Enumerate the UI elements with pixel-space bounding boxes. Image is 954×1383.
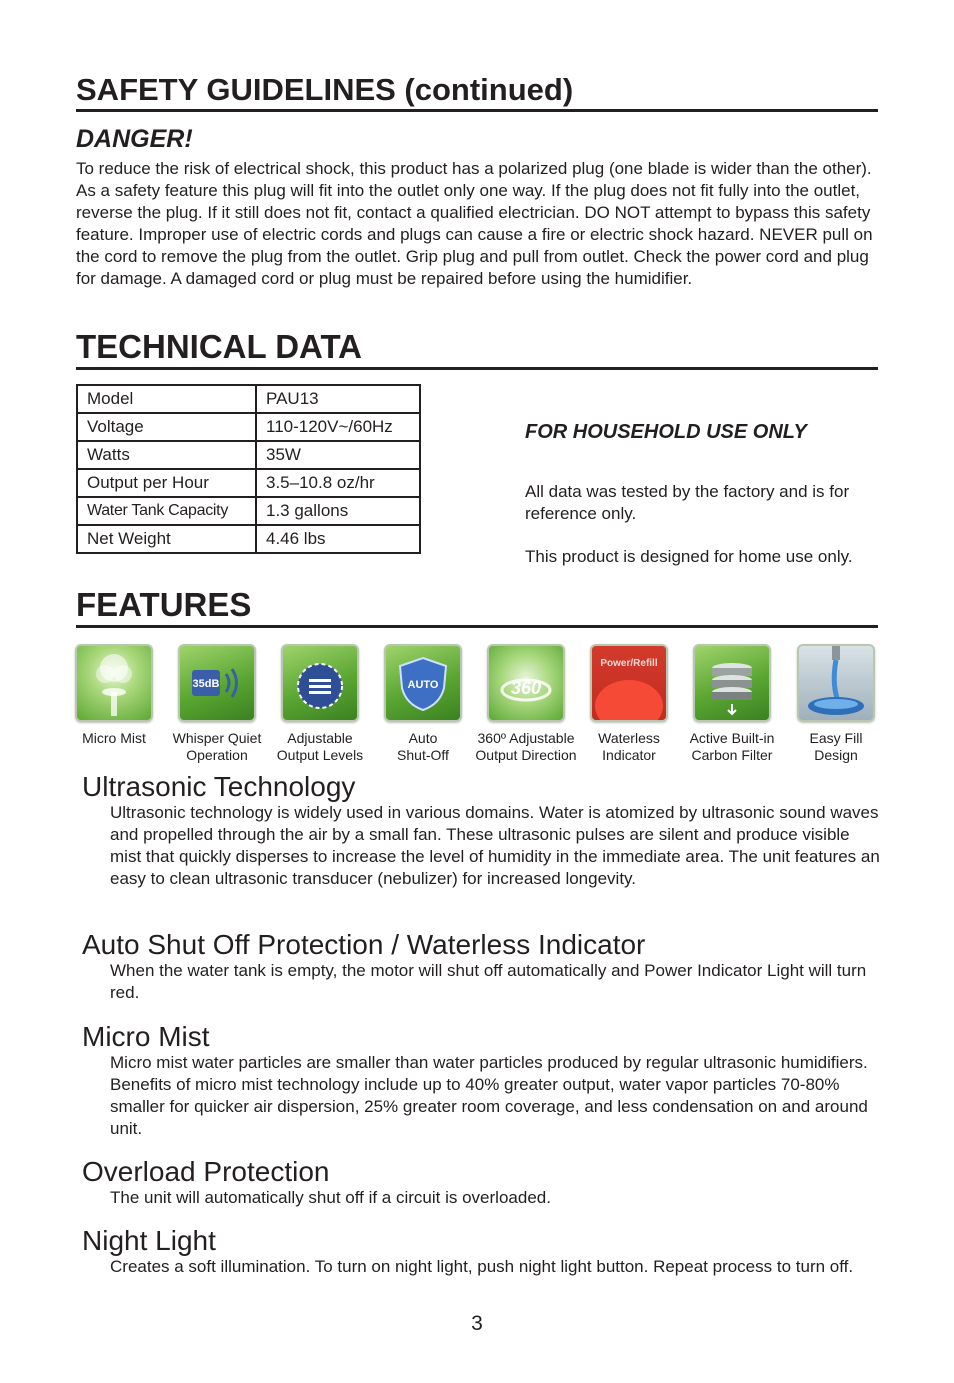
section-body-overload: The unit will automatically shut off if a circuit is overloaded.	[110, 1188, 551, 1207]
feature-micro-mist	[62, 644, 166, 747]
feature-adjustable-output	[268, 644, 372, 764]
feature-label: Active Built-in Carbon Filter	[689, 730, 775, 763]
feature-easy-fill	[784, 644, 888, 764]
section-title-overload: Overload Protection	[82, 1156, 330, 1187]
section-title-auto-shutoff: Auto Shut Off Protection / Waterless Indicator	[82, 929, 646, 960]
feature-auto-shutoff	[371, 644, 475, 764]
table-row	[77, 441, 420, 469]
danger-paragraph: To reduce the risk of electrical shock, this product has a polarized plug (one blade is wider than the other). As a safety feature this plug will fit into the outlet only one way. If the plug does not fit fully into the outlet, reverse the plug. If it still does not fit, contact a qualified electrician. DO NOT attempt to bypass this safety feature. Improper use of electric cords and plugs can cause a fire or electric shock hazard. NEVER pull on the cord to remove the plug from the outlet. Grip plug and pull from outlet. Check the power cord and plug for damage. A damaged cord or plug must be repaired before using the humidifier.	[76, 159, 873, 288]
section-body-ultrasonic: Ultrasonic technology is widely used in various domains. Water is atomized by ultrasonic sound waves and propelled through the air by a small fan. These ultrasonic pulses are silent and produce visible mist that quickly disperses to increase the level of humidity in the immediate area. The unit features an easy to clean ultrasonic transducer (nebulizer) for increased longevity.	[110, 803, 880, 888]
section-title-micro-mist: Micro Mist	[82, 1021, 210, 1052]
feature-label: Micro Mist	[82, 730, 146, 746]
carbon-filter-icon	[693, 644, 771, 722]
safety-guidelines-heading: SAFETY GUIDELINES (continued)	[76, 74, 878, 112]
spec-label: Net Weight	[77, 525, 256, 553]
section-title-night-light: Night Light	[82, 1225, 216, 1256]
spec-value: 110-120V~/60Hz	[256, 413, 420, 441]
360-output-text: 360	[510, 678, 542, 698]
adjustable-output-icon	[281, 644, 359, 722]
360-output-icon	[487, 644, 565, 722]
section-body-micro-mist: Micro mist water particles are smaller than water particles produced by regular ultrasonic humidifiers. Benefits of micro mist technology include up to 40% greater output, water vapor particles 70-80% smaller for quicker air dispersion, 25% greater room coverage, and less condensation on and around unit.	[110, 1053, 868, 1138]
spec-value: PAU13	[256, 385, 420, 413]
table-row	[77, 469, 420, 497]
home-use-note: This product is designed for home use only.	[525, 547, 853, 566]
household-use-heading: FOR HOUSEHOLD USE ONLY	[525, 421, 807, 443]
feature-360-output	[474, 644, 578, 764]
spec-value: 35W	[256, 441, 420, 469]
spec-label: Watts	[77, 441, 256, 469]
spec-label: Model	[77, 385, 256, 413]
spec-value: 4.46 lbs	[256, 525, 420, 553]
section-body-auto-shutoff: When the water tank is empty, the motor will shut off automatically and Power Indicator Light will turn red.	[110, 961, 867, 1002]
spec-label: Water Tank Capacity	[77, 497, 256, 525]
spec-value: 1.3 gallons	[256, 497, 420, 525]
table-row	[77, 385, 420, 413]
spec-label: Output per Hour	[77, 469, 256, 497]
waterless-indicator-icon	[590, 644, 668, 722]
features-heading: FEATURES	[76, 588, 878, 628]
danger-heading: DANGER!	[76, 125, 193, 153]
table-row	[77, 497, 420, 525]
feature-label: Whisper Quiet Operation	[172, 730, 262, 763]
factory-data-note: All data was tested by the factory and is for reference only.	[525, 482, 850, 523]
feature-whisper-quiet	[165, 644, 269, 764]
feature-label: 360º Adjustable Output Direction	[475, 730, 577, 763]
feature-label: Easy Fill Design	[809, 730, 863, 763]
micro-mist-icon	[75, 644, 153, 722]
feature-label: Adjustable Output Levels	[276, 730, 364, 763]
technical-data-table	[76, 384, 421, 554]
whisper-quiet-text: 35dB	[192, 678, 220, 690]
section-title-ultrasonic: Ultrasonic Technology	[82, 771, 356, 802]
feature-label: Waterless Indicator	[598, 730, 660, 763]
easy-fill-icon	[797, 644, 875, 722]
table-row	[77, 525, 420, 553]
auto-shutoff-icon	[384, 644, 462, 722]
auto-shutoff-text: AUTO	[407, 679, 439, 691]
page-number: 3	[471, 1312, 483, 1335]
section-body-night-light: Creates a soft illumination. To turn on night light, push night light button. Repeat process to turn off.	[110, 1257, 854, 1276]
feature-label: Auto Shut-Off	[397, 730, 449, 763]
whisper-quiet-icon	[178, 644, 256, 722]
table-row	[77, 413, 420, 441]
spec-value: 3.5–10.8 oz/hr	[256, 469, 420, 497]
waterless-indicator-text: Power/Refill	[600, 658, 658, 669]
spec-label: Voltage	[77, 413, 256, 441]
feature-waterless-indicator	[577, 644, 681, 764]
technical-data-heading: TECHNICAL DATA	[76, 330, 878, 370]
feature-carbon-filter	[680, 644, 784, 764]
